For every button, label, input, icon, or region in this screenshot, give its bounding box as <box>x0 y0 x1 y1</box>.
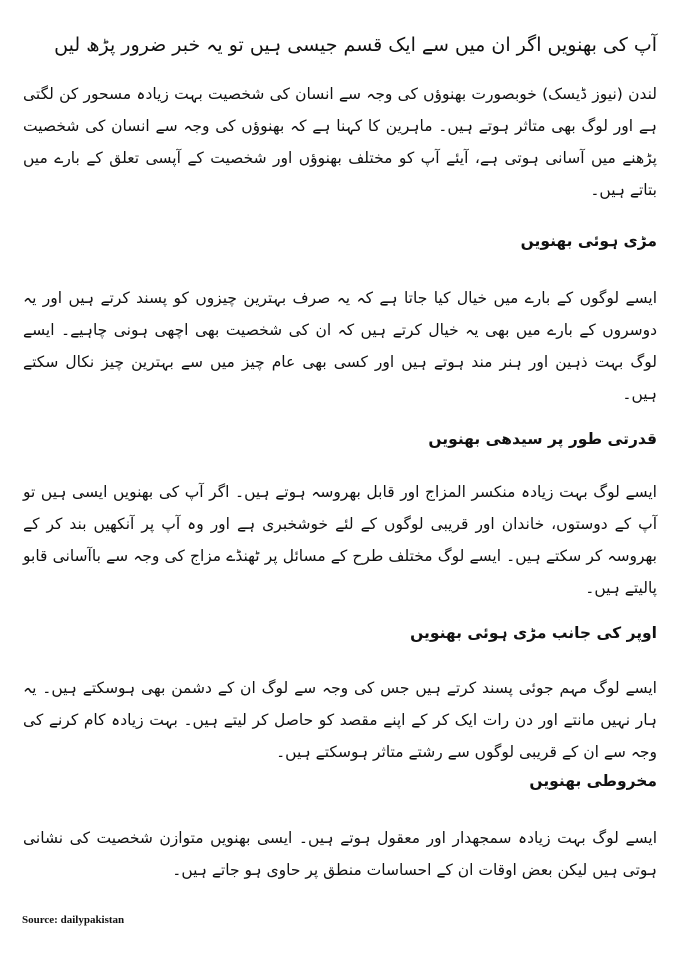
section-body-tapered: ایسے لوگ بہت زیادہ سمجھدار اور معقول ہوتے ہیں۔ ایسی بھنویں متوازن شخصیت کی نشانی ہوتی ہیں لیکن بعض اوقات ان کے احساسات منطق پر حاوی ہو جاتے ہیں۔ <box>23 829 657 879</box>
intro-paragraph: لندن (نیوز ڈیسک) خوبصورت بھنوؤں کی وجہ سے انسان کی شخصیت بہت زیادہ مسحور کن لگتی ہے اور لوگ بھی متاثر ہوتے ہیں۔ ماہرین کا کہنا ہے کہ بھنوؤں کی وجہ سے انسان کی شخصیت پڑھنے میں آسانی ہوتی ہے، آیئے آپ کو مختلف بھنوؤں اور شخصیت کے آپسی تعلق کے بارے میں بتاتے ہیں۔ <box>23 85 657 199</box>
section-body-upward: ایسے لوگ مہم جوئی پسند کرتے ہیں جس کی وجہ سے لوگ ان کے دشمن بھی ہوسکتے ہیں۔ یہ ہار نہیں مانتے اور دن رات ایک کر کے اپنے مقصد کو حاصل کر لیتے ہیں۔ بہت زیادہ کام کرنے کی وجہ سے ان کے قریبی لوگوں سے رشتے متاثر ہوسکتے ہیں۔ <box>23 679 657 761</box>
section-body-straight: ایسے لوگ بہت زیادہ منکسر المزاج اور قابل بھروسہ ہوتے ہیں۔ اگر آپ کی بھنویں ایسی ہیں تو آپ کے دوستوں، خاندان اور قریبی لوگوں کے لئے خوشخبری ہے اور وہ آپ پر آنکھیں بند کر کے بھروسہ کر سکتے ہیں۔ ایسے لوگ مختلف طرح کے مسائل پر ٹھنڈے مزاج کی وجہ سے باآسانی قابو پالیتے ہیں۔ <box>23 483 657 597</box>
source-credit: Source: dailypakistan <box>22 914 125 926</box>
section-heading-straight: قدرتی طور پر سیدھی بھنویں <box>428 430 657 448</box>
section-body-curved: ایسے لوگوں کے بارے میں خیال کیا جاتا ہے کہ یہ صرف بہترین چیزوں کو پسند کرتے ہیں اور یہ دوسروں کے بارے میں بھی یہ خیال کرتے ہیں کہ ان کی شخصیت بھی اچھی ہونی چاہیے۔ ایسے لوگ بہت ذہین اور ہنر مند ہوتے ہیں اور کسی بھی عام چیز میں سے بہترین چیز نکال سکتے ہیں۔ <box>23 289 657 403</box>
section-heading-curved: مڑی ہوئی بھنویں <box>520 232 657 250</box>
section-heading-tapered: مخروطی بھنویں <box>529 772 657 790</box>
section-heading-upward: اوپر کی جانب مڑی ہوئی بھنویں <box>410 624 657 642</box>
article-title: آپ کی بھنویں اگر ان میں سے ایک قسم جیسی ہیں تو یہ خبر ضرور پڑھ لیں <box>54 34 657 56</box>
